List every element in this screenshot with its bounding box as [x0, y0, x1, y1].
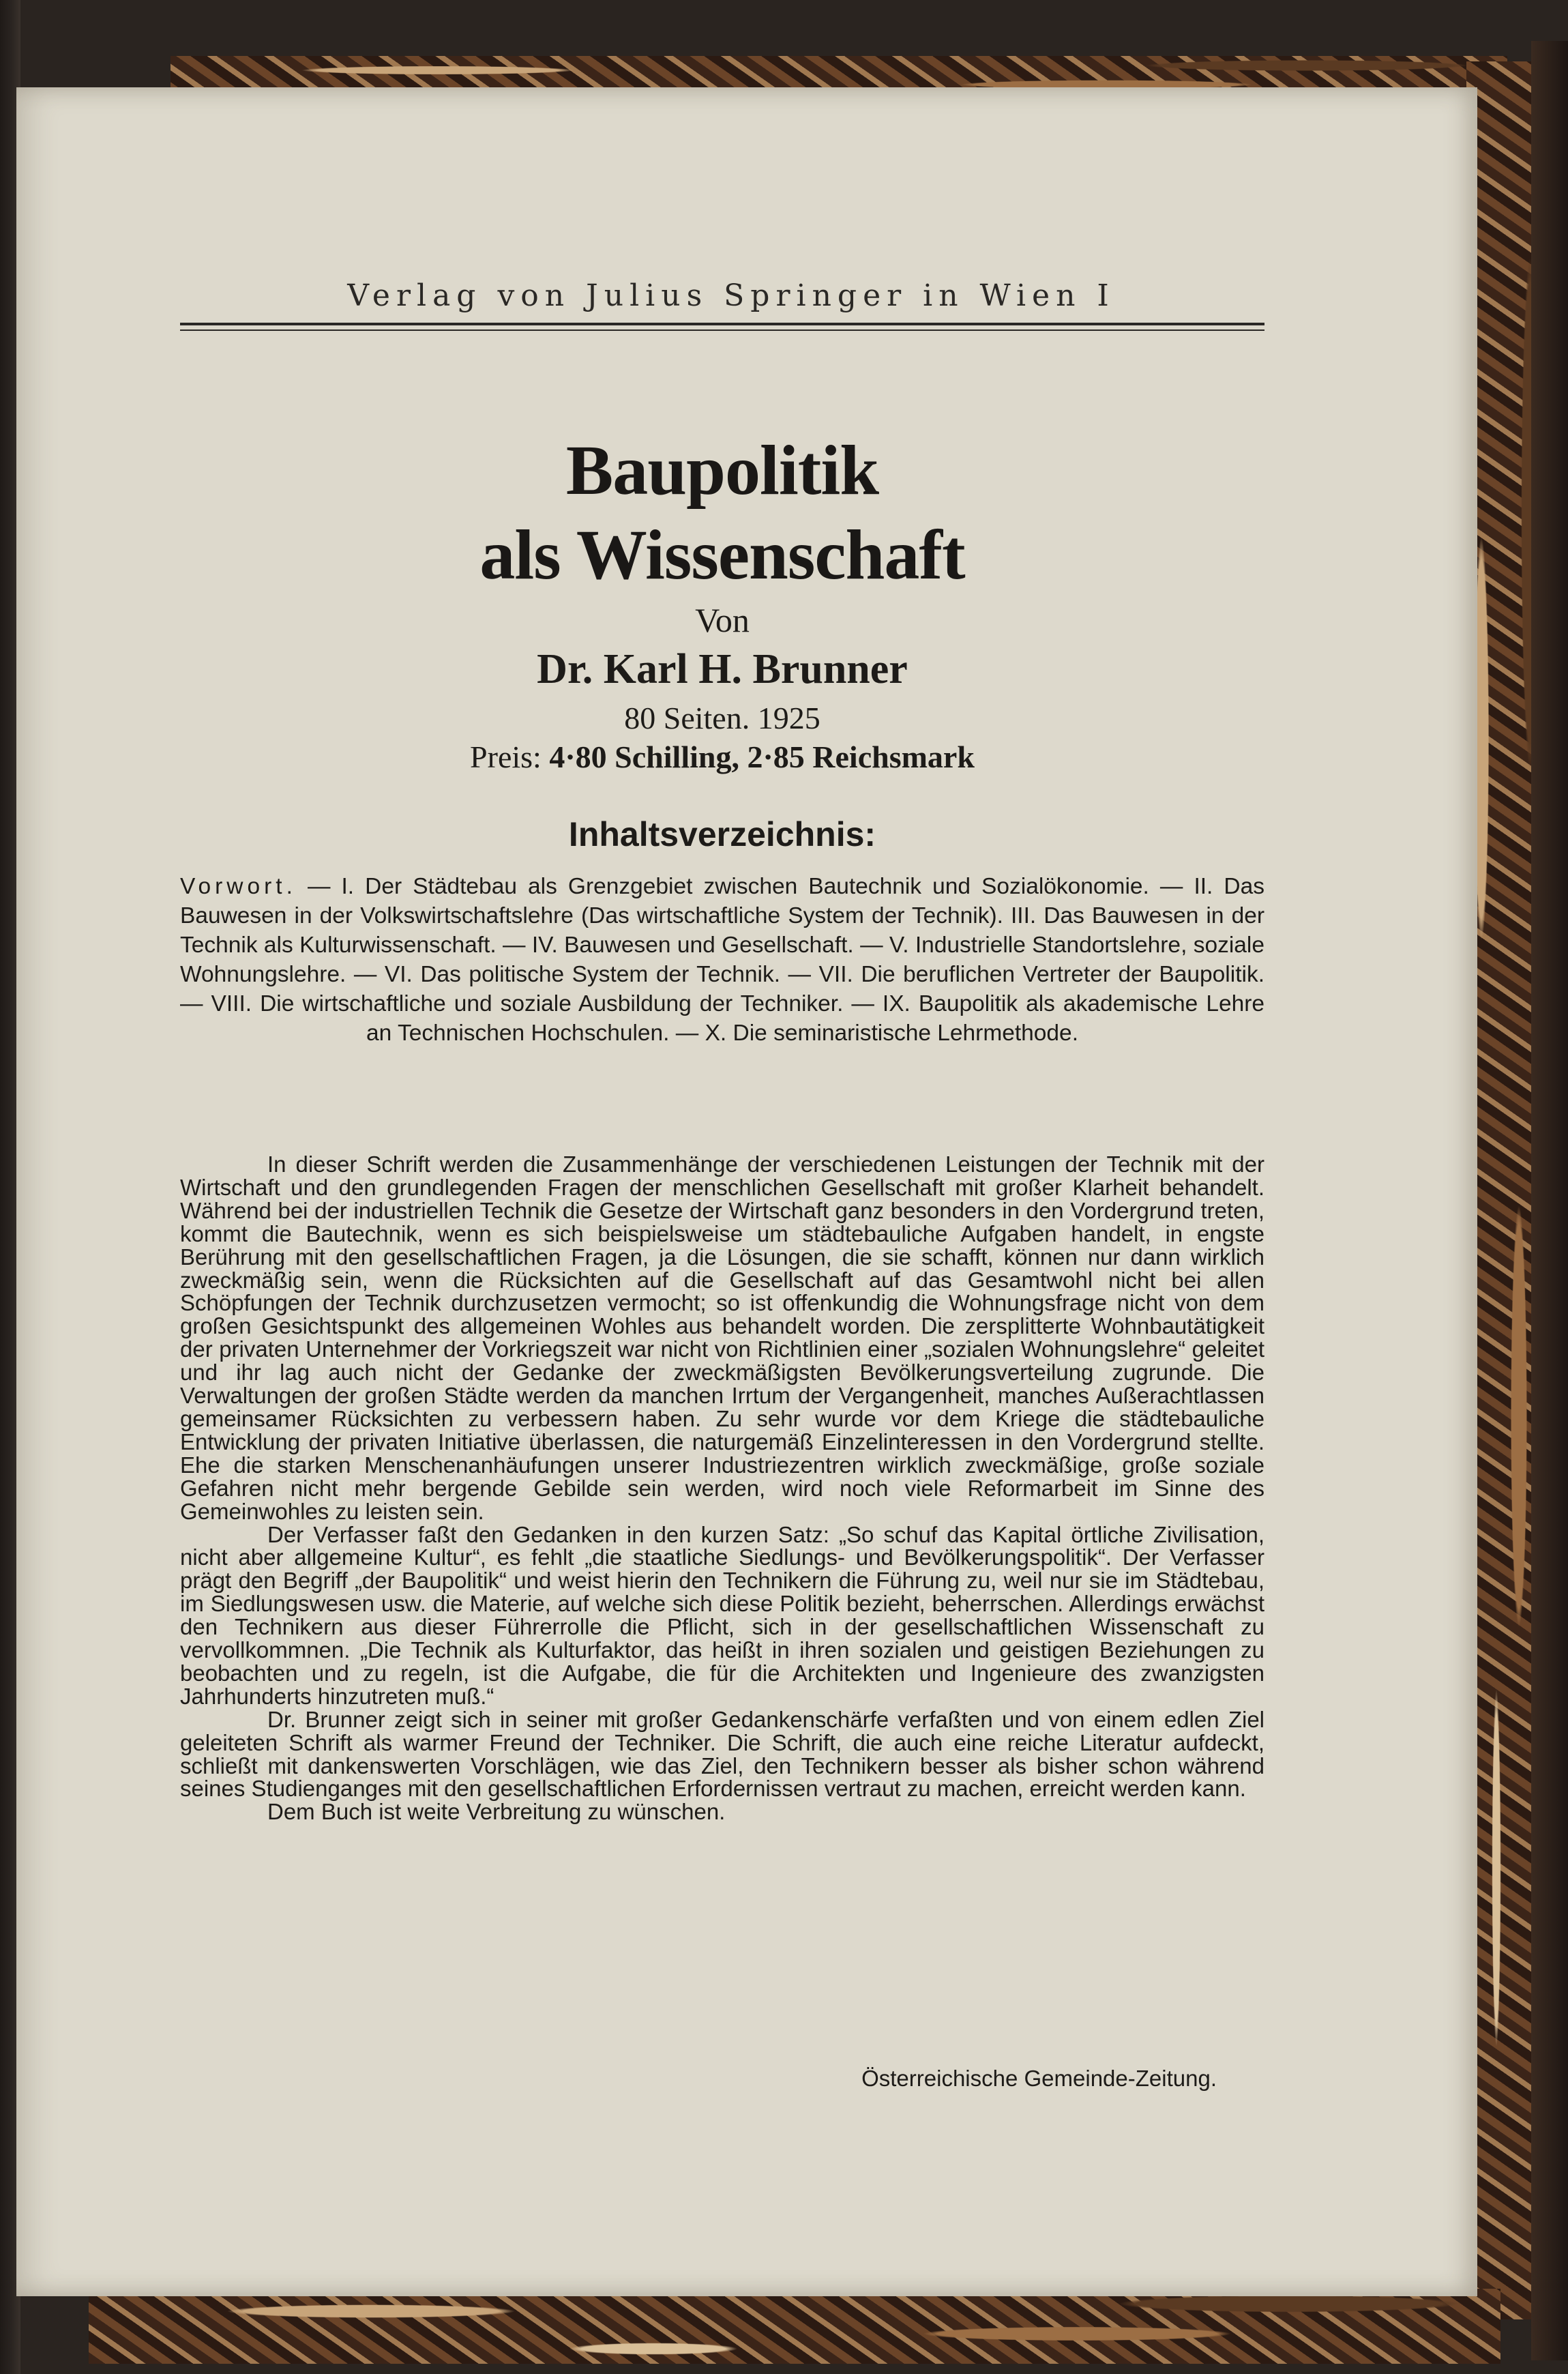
by-label: Von	[695, 601, 750, 639]
pages-year: 80 Seiten. 1925	[624, 701, 820, 735]
author-name: Dr. Karl H. Brunner	[537, 646, 908, 692]
toc-heading: Inhaltsverzeichnis:	[568, 815, 876, 853]
marbled-edge-right	[1466, 61, 1541, 2319]
book-title	[180, 428, 1264, 598]
review-paragraph: In dieser Schrift werden die Zusammenhänge der verschiedenen Leistungen der Technik mit der Wirtschaft und den grundlegenden Fragen der menschlichen Gesellschaft mit großer Klarheit behandelt. Während bei der industriellen Technik die Gesetze der Wirtschaft ganz besonders in den Vordergrund treten, kommt die Bautechnik, wenn es sich beispielsweise um städtebauliche Aufgaben handelt, in engste Berührung mit den gesellschaftlichen Fragen, ja die Lösungen, die sie schafft, können nur dann wirklich zweckmäßig sein, wenn die Rücksichten auf die Gesellschaft auf das Gesamtwohl nicht bei allen Schöpfungen der Technik durchzusetzen vermocht; so ist offenkundig die Wohnungsfrage nicht von dem großen Gesichtspunkt des allgemeinen Wohles aus behandelt worden. Die zersplitterte Wohnbautätigkeit der privaten Unternehmer der Vorkriegszeit war nicht von Richtlinien einer „sozialen Wohnungslehre“ geleitet und ihr lag auch nicht der Gedanke der zweckmäßigsten Bevölkerungsverteilung zugrunde. Die Verwaltungen der großen Städte werden da manchen Irrtum der Vergangenheit, manches Außerachtlassen gemeinsamer Rücksichten zu verbessern haben. Zu sehr wurde vor dem Kriege die städtebauliche Entwicklung der privaten Initiative überlassen, die naturgemäß Einzelinteressen in den Vordergrund stellte. Ehe die starken Menschenanhäufungen unserer Industriezentren wirklich zweckmäßige, große soziale Gefahren nicht mehr bergende Gebilde sein werden, wird noch viele Reformarbeit im Sinne des Gemeinwohles zu leisten sein.	[180, 1152, 1264, 1524]
title-line-1: Baupolitik	[565, 431, 879, 510]
toc-lead: Vorwort.	[180, 874, 297, 899]
book-board-right	[1531, 41, 1568, 2360]
price-line	[180, 739, 1264, 775]
toc-body	[180, 872, 1264, 1048]
marbled-edge-bottom	[89, 2289, 1500, 2364]
header-rule	[180, 323, 1264, 325]
review-paragraph: Dem Buch ist weite Verbreitung zu wünschen.	[267, 1799, 726, 1825]
price-label: Preis:	[470, 739, 542, 774]
toc-text: — I. Der Städtebau als Grenzgebiet zwischen Bautechnik und Sozialökonomie. — II. Das Bauwesen in der Volkswirtschaftslehre (Das wirtschaftliche System der Technik). III. Das Bauwesen in der Technik als Kulturwissenschaft. — IV. Bauwesen und Gesellschaft. — V. Industrielle Standortslehre, soziale Wohnungslehre. — VI. Das politische System der Technik. — VII. Die beruflichen Vertreter der Baupolitik. — VIII. Die wirtschaftliche und soziale Ausbildung der Techniker. — IX. Baupolitik als akademische Lehre an Technischen Hochschulen. — X. Die seminaristische Lehrmethode.	[180, 874, 1264, 1046]
header-rule-thin	[180, 329, 1264, 331]
title-line-2: als Wissenschaft	[479, 516, 965, 594]
review-paragraph: Dr. Brunner zeigt sich in seiner mit großer Gedankenschärfe verfaßten und von einem edlen Ziel geleiteten Schrift als warmer Freund der Techniker. Die Schrift, die auch eine reiche Literatur aufdeckt, schließt mit dankenswerten Vorschlägen, wie das Ziel, den Technikern besser als bisher schon während seines Studienganges mit den gesellschaftlichen Erfordernissen vertraut zu machen, erreicht werden kann.	[180, 1706, 1264, 1802]
publisher-line: Verlag von Julius Springer in Wien I	[347, 278, 1115, 313]
review-text	[180, 1153, 1264, 1823]
review-paragraph: Der Verfasser faßt den Gedanken in den kurzen Satz: „So schuf das Kapital örtliche Zivilisation, nicht aber allgemeine Kultur“, es fehlt „die staatliche Siedlungs- und Bevölkerungspolitik“. Der Verfasser prägt den Begriff „der Baupolitik“ und weist hierin den Technikern die Führung zu, weil nur sie im Städtebau, im Siedlungswesen usw. die Materie, auf welche sich diese Politik bezieht, beherrschen. Allerdings erwächst den Technikern aus dieser Führerrolle die Pflicht, sich in der gesellschaftlichen Wissenschaft zu vervollkommnen. „Die Technik als Kulturfaktor, das heißt in ihren sozialen und geistigen Beziehungen zu beobachten und zu regeln, ist die Aufgabe, die für die Architekten und Ingenieure des zwanzigsten Jahrhunderts hinzutreten muß.“	[180, 1521, 1264, 1709]
price-value: 4·80 Schilling, 2·85 Reichsmark	[549, 739, 975, 774]
review-source: Österreichische Gemeinde-Zeitung.	[861, 2066, 1217, 2091]
book-page	[16, 87, 1477, 2296]
